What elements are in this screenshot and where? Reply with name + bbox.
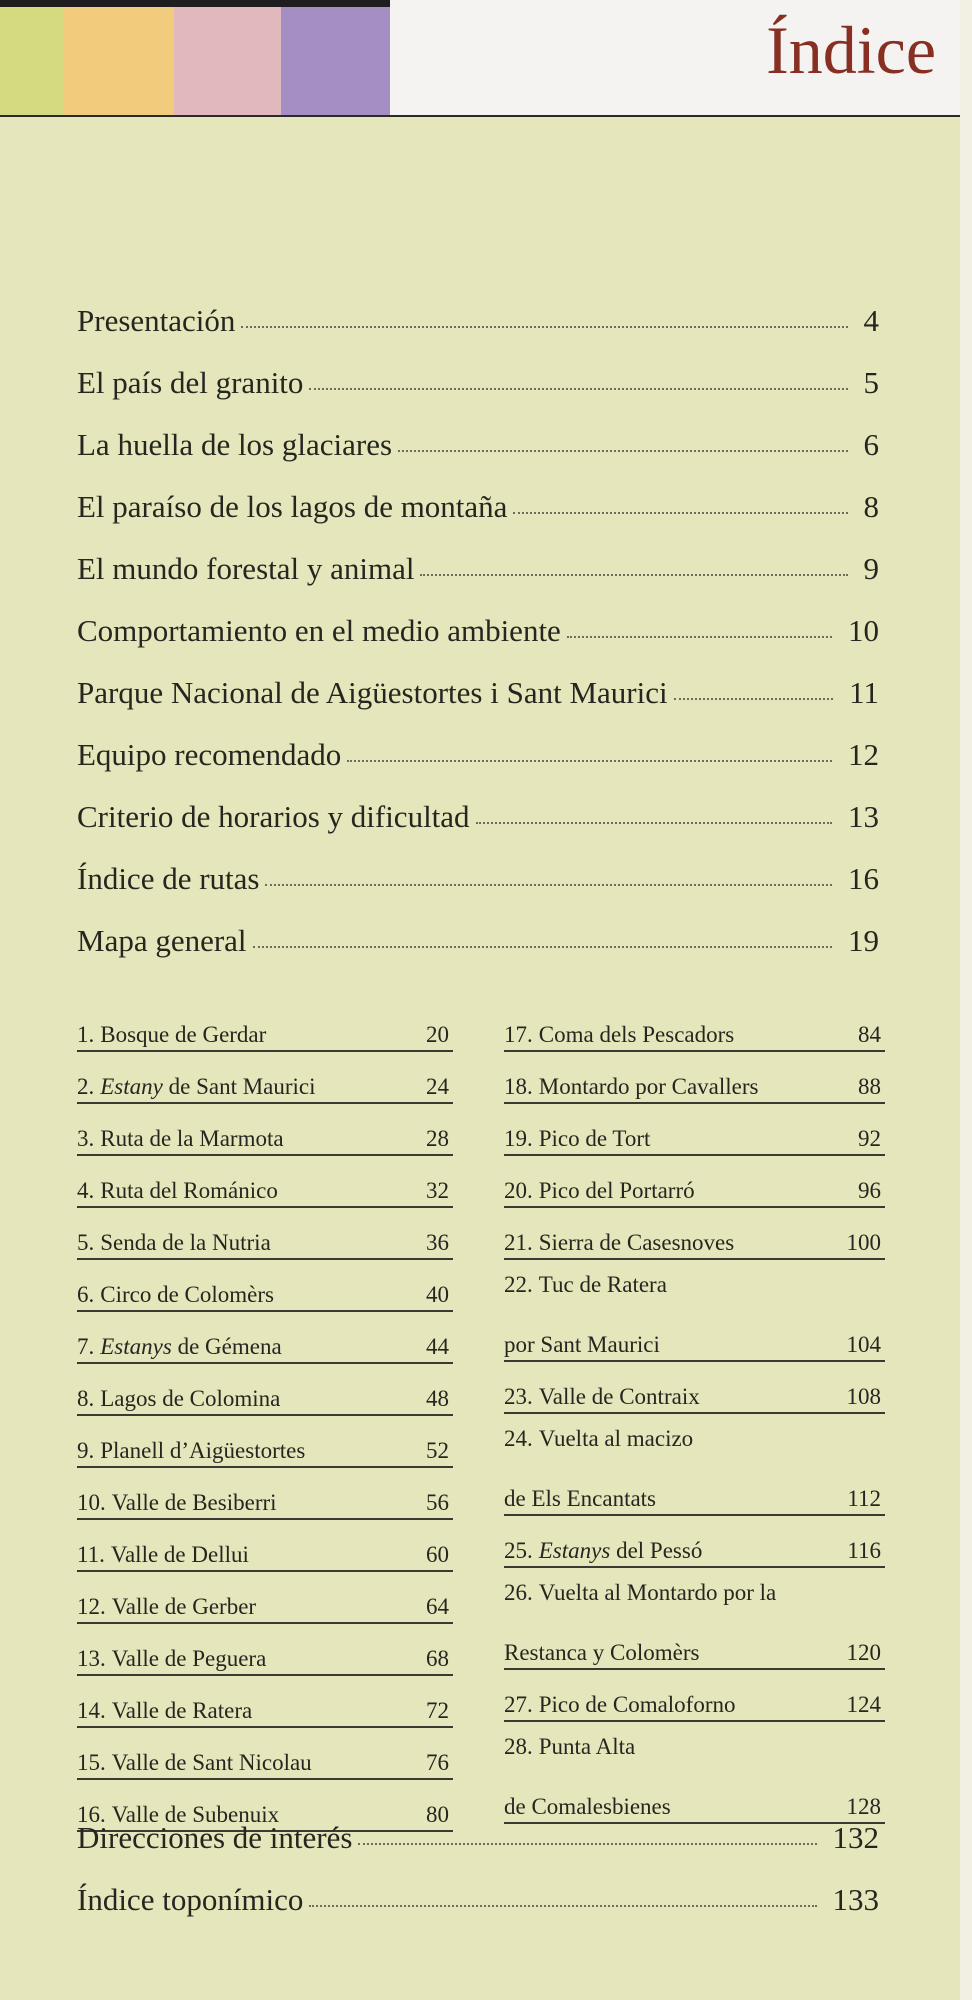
route-item[interactable]	[77, 1260, 453, 1312]
toc-entry-title: Índice toponímico	[77, 1882, 304, 1917]
route-number: 26.	[504, 1580, 533, 1605]
dot-leader	[309, 388, 847, 390]
route-page: 112	[847, 1486, 881, 1511]
route-name: Bosque de Gerdar	[100, 1022, 267, 1047]
dot-leader	[265, 884, 832, 886]
dot-leader	[241, 326, 847, 328]
route-item[interactable]	[77, 1052, 453, 1104]
route-title	[77, 1490, 277, 1516]
route-line-1	[504, 1272, 885, 1298]
route-title	[77, 1022, 266, 1048]
route-number: 19.	[504, 1126, 533, 1151]
route-line	[77, 1178, 453, 1204]
route-title	[504, 1538, 702, 1564]
route-number: 9.	[77, 1438, 95, 1463]
route-name-continued: Restanca y Colomèrs	[504, 1640, 700, 1665]
route-name: Circo de Colomèrs	[100, 1282, 274, 1307]
route-page: 100	[846, 1230, 881, 1255]
route-line	[77, 1334, 453, 1360]
color-swatch-orange	[63, 7, 174, 116]
toc-entry-page: 11	[849, 675, 879, 710]
route-name: Pico del Portarró	[538, 1178, 695, 1203]
route-page: 128	[846, 1794, 881, 1819]
toc-entry[interactable]	[77, 303, 879, 365]
dot-leader	[398, 450, 847, 452]
route-line	[77, 1490, 453, 1516]
toc-entry-title: Criterio de horarios y dificultad	[77, 799, 470, 834]
toc-entry[interactable]	[77, 1820, 879, 1882]
route-title	[77, 1698, 252, 1724]
route-item[interactable]	[504, 1362, 885, 1414]
route-item[interactable]	[77, 1572, 453, 1624]
route-name: Senda de la Nutria	[100, 1230, 271, 1255]
route-number: 17.	[504, 1022, 533, 1047]
route-number: 28.	[504, 1734, 533, 1759]
route-page: 56	[426, 1490, 449, 1515]
dot-leader	[347, 760, 832, 762]
toc-entry-page: 8	[863, 489, 879, 524]
dot-leader	[476, 822, 832, 824]
route-number: 16.	[77, 1802, 106, 1827]
route-item[interactable]	[77, 1208, 453, 1260]
toc-entry[interactable]	[77, 551, 879, 613]
route-title	[77, 1074, 316, 1100]
route-number: 23.	[504, 1384, 533, 1409]
page-title: Índice	[766, 12, 936, 88]
route-line	[504, 1384, 885, 1410]
route-page: 60	[426, 1542, 449, 1567]
toc-entry-title: El paraíso de los lagos de montaña	[77, 489, 508, 524]
route-number: 25.	[504, 1538, 533, 1563]
route-name: Estanys del Pessó	[538, 1538, 703, 1563]
route-title	[77, 1646, 266, 1672]
toc-entry[interactable]	[77, 365, 879, 427]
route-number: 14.	[77, 1698, 106, 1723]
route-number: 11.	[77, 1542, 105, 1567]
route-name: Pico de Tort	[538, 1126, 651, 1151]
route-number: 4.	[77, 1178, 95, 1203]
route-line	[77, 1022, 453, 1048]
route-line	[504, 1074, 885, 1100]
route-item[interactable]	[77, 1000, 453, 1052]
routes-column-right	[504, 1000, 885, 1824]
route-line-2	[504, 1794, 885, 1820]
route-page: 92	[858, 1126, 881, 1151]
route-line	[77, 1386, 453, 1412]
toc-entry[interactable]	[77, 923, 879, 985]
route-title	[504, 1022, 734, 1048]
route-line	[77, 1126, 453, 1152]
route-name: Valle de Besiberri	[111, 1490, 277, 1515]
route-name: Vuelta al Montardo por la	[538, 1580, 777, 1605]
route-number: 3.	[77, 1126, 95, 1151]
route-item[interactable]	[77, 1364, 453, 1416]
route-line	[504, 1538, 885, 1564]
route-name: Sierra de Casesnoves	[538, 1230, 735, 1255]
toc-entry-page: 132	[832, 1820, 879, 1855]
footer-contents-list	[77, 1820, 879, 1944]
toc-entry-page: 19	[848, 923, 879, 958]
route-title	[504, 1426, 693, 1452]
route-item[interactable]	[77, 1676, 453, 1728]
route-name-continued: por Sant Maurici	[504, 1332, 660, 1357]
route-title	[504, 1178, 695, 1204]
route-page: 32	[426, 1178, 449, 1203]
route-title	[504, 1074, 758, 1100]
route-item[interactable]	[504, 1052, 885, 1104]
toc-entry[interactable]	[77, 489, 879, 551]
color-swatch-green	[0, 7, 63, 116]
route-title	[77, 1282, 274, 1308]
route-item[interactable]	[504, 1568, 885, 1670]
route-page: 108	[846, 1384, 881, 1409]
route-page: 72	[426, 1698, 449, 1723]
dot-leader	[420, 574, 847, 576]
route-title	[504, 1384, 700, 1410]
route-title	[77, 1126, 284, 1152]
route-name: Estanys de Gémena	[100, 1334, 282, 1359]
dot-leader	[253, 946, 832, 948]
route-name: Valle de Contraix	[538, 1384, 700, 1409]
route-title	[77, 1594, 256, 1620]
toc-entry-page: 16	[848, 861, 879, 896]
route-title	[77, 1438, 305, 1464]
route-item[interactable]	[504, 1516, 885, 1568]
route-number: 5.	[77, 1230, 95, 1255]
route-line	[77, 1594, 453, 1620]
route-page: 76	[426, 1750, 449, 1775]
route-item[interactable]	[504, 1260, 885, 1362]
route-page: 80	[426, 1802, 449, 1827]
route-name: Coma dels Pescadors	[538, 1022, 735, 1047]
route-item[interactable]	[77, 1416, 453, 1468]
route-item[interactable]	[504, 1414, 885, 1516]
route-line	[77, 1074, 453, 1100]
dot-leader	[674, 698, 834, 700]
toc-entry-title: Equipo recomendado	[77, 737, 342, 772]
route-line-2	[504, 1640, 885, 1666]
route-page: 124	[846, 1692, 881, 1717]
route-number: 21.	[504, 1230, 533, 1255]
route-line	[77, 1230, 453, 1256]
route-line	[77, 1438, 453, 1464]
route-page: 52	[426, 1438, 449, 1463]
route-page: 104	[846, 1332, 881, 1357]
route-page: 68	[426, 1646, 449, 1671]
routes-column-left	[77, 1000, 453, 1832]
toc-entry[interactable]	[77, 675, 879, 737]
toc-entry-page: 4	[863, 303, 879, 338]
route-number: 12.	[77, 1594, 106, 1619]
route-page: 28	[426, 1126, 449, 1151]
route-name: Valle de Dellui	[110, 1542, 249, 1567]
route-number: 22.	[504, 1272, 533, 1297]
route-item[interactable]	[504, 1670, 885, 1722]
route-name: Tuc de Ratera	[538, 1272, 667, 1297]
dot-leader	[309, 1905, 816, 1907]
route-page: 96	[858, 1178, 881, 1203]
route-line-1	[504, 1580, 885, 1606]
route-page: 36	[426, 1230, 449, 1255]
route-number: 20.	[504, 1178, 533, 1203]
toc-entry-page: 5	[863, 365, 879, 400]
route-number: 6.	[77, 1282, 95, 1307]
toc-entry[interactable]	[77, 613, 879, 675]
route-name: Valle de Gerber	[111, 1594, 257, 1619]
toc-entry-page: 12	[848, 737, 879, 772]
route-line	[77, 1282, 453, 1308]
route-line	[77, 1698, 453, 1724]
route-number: 7.	[77, 1334, 95, 1359]
route-title	[77, 1542, 249, 1568]
route-name: Valle de Sant Nicolau	[111, 1750, 312, 1775]
toc-entry-title: Presentación	[77, 303, 236, 338]
route-title	[77, 1178, 278, 1204]
toc-entry-page: 10	[848, 613, 879, 648]
route-name: Ruta del Románico	[100, 1178, 278, 1203]
route-item[interactable]	[77, 1520, 453, 1572]
route-name: Planell d’Aigüestortes	[100, 1438, 306, 1463]
toc-entry-page: 6	[863, 427, 879, 462]
route-line	[77, 1542, 453, 1568]
color-swatch-purple	[281, 7, 390, 116]
route-title	[77, 1230, 271, 1256]
header-bottom-rule	[0, 115, 960, 117]
header-top-rule	[0, 0, 390, 7]
toc-entry[interactable]	[77, 799, 879, 861]
toc-entry-page: 9	[863, 551, 879, 586]
route-item[interactable]	[504, 1156, 885, 1208]
route-line	[504, 1230, 885, 1256]
toc-entry-title: La huella de los glaciares	[77, 427, 393, 462]
dot-leader	[513, 512, 847, 514]
route-item[interactable]	[504, 1208, 885, 1260]
page-edge	[960, 0, 972, 2000]
route-title	[504, 1580, 776, 1606]
route-item[interactable]	[504, 1000, 885, 1052]
route-line-2	[504, 1486, 885, 1512]
route-name-continued: de Els Encantats	[504, 1486, 657, 1511]
route-title	[504, 1230, 734, 1256]
toc-entry-title: Mapa general	[77, 923, 247, 958]
route-name: Lagos de Colomina	[100, 1386, 281, 1411]
toc-entry[interactable]	[77, 737, 879, 799]
route-page: 20	[426, 1022, 449, 1047]
route-page: 116	[847, 1538, 881, 1563]
route-title	[77, 1334, 282, 1360]
route-item[interactable]	[77, 1728, 453, 1780]
color-swatch-pink	[174, 7, 281, 116]
route-name: Vuelta al macizo	[538, 1426, 694, 1451]
route-line	[77, 1750, 453, 1776]
toc-entry-title: El mundo forestal y animal	[77, 551, 415, 586]
dot-leader	[567, 636, 832, 638]
route-line	[504, 1178, 885, 1204]
route-line	[77, 1646, 453, 1672]
route-number: 18.	[504, 1074, 533, 1099]
route-line-2	[504, 1332, 885, 1358]
route-title	[77, 1386, 280, 1412]
route-title	[504, 1126, 650, 1152]
route-page: 44	[426, 1334, 449, 1359]
route-number: 27.	[504, 1692, 533, 1717]
toc-entry-title: Comportamiento en el medio ambiente	[77, 613, 561, 648]
toc-entry[interactable]	[77, 427, 879, 489]
route-name: Montardo por Cavallers	[538, 1074, 759, 1099]
dot-leader	[358, 1843, 816, 1845]
route-number: 15.	[77, 1750, 106, 1775]
toc-entry-title: Direcciones de interés	[77, 1820, 353, 1855]
route-name: Valle de Subenuix	[111, 1802, 280, 1827]
route-line-1	[504, 1734, 885, 1760]
route-page: 88	[858, 1074, 881, 1099]
route-number: 8.	[77, 1386, 95, 1411]
route-line-1	[504, 1426, 885, 1452]
route-line	[504, 1126, 885, 1152]
route-page: 120	[846, 1640, 881, 1665]
route-title	[504, 1734, 635, 1760]
route-title	[77, 1750, 312, 1776]
route-name: Estany de Sant Maurici	[100, 1074, 316, 1099]
route-page: 64	[426, 1594, 449, 1619]
toc-entry-title: Índice de rutas	[77, 861, 260, 896]
route-page: 24	[426, 1074, 449, 1099]
route-name: Punta Alta	[538, 1734, 636, 1759]
toc-entry-title: Parque Nacional de Aigüestortes i Sant Maurici	[77, 675, 668, 710]
route-item[interactable]	[77, 1312, 453, 1364]
route-item[interactable]	[77, 1156, 453, 1208]
route-name: Valle de Ratera	[111, 1698, 253, 1723]
route-name: Ruta de la Marmota	[100, 1126, 284, 1151]
route-item[interactable]	[504, 1104, 885, 1156]
route-number: 10.	[77, 1490, 106, 1515]
route-page: 40	[426, 1282, 449, 1307]
route-title	[504, 1272, 667, 1298]
route-line	[504, 1692, 885, 1718]
toc-entry[interactable]	[77, 861, 879, 923]
route-line	[504, 1022, 885, 1048]
route-page: 48	[426, 1386, 449, 1411]
route-item[interactable]	[77, 1624, 453, 1676]
route-name: Pico de Comaloforno	[538, 1692, 736, 1717]
route-title	[504, 1692, 736, 1718]
route-item[interactable]	[77, 1468, 453, 1520]
toc-entry[interactable]	[77, 1882, 879, 1944]
route-number: 24.	[504, 1426, 533, 1451]
route-number: 13.	[77, 1646, 106, 1671]
route-name-continued: de Comalesbienes	[504, 1794, 671, 1819]
route-item[interactable]	[504, 1722, 885, 1824]
main-contents-list	[77, 303, 879, 985]
header-band	[0, 0, 960, 116]
toc-entry-page: 13	[848, 799, 879, 834]
route-number: 1.	[77, 1022, 95, 1047]
route-page: 84	[858, 1022, 881, 1047]
toc-entry-page: 133	[832, 1882, 879, 1917]
route-item[interactable]	[77, 1104, 453, 1156]
route-name: Valle de Peguera	[111, 1646, 267, 1671]
route-number: 2.	[77, 1074, 95, 1099]
toc-entry-title: El país del granito	[77, 365, 304, 400]
